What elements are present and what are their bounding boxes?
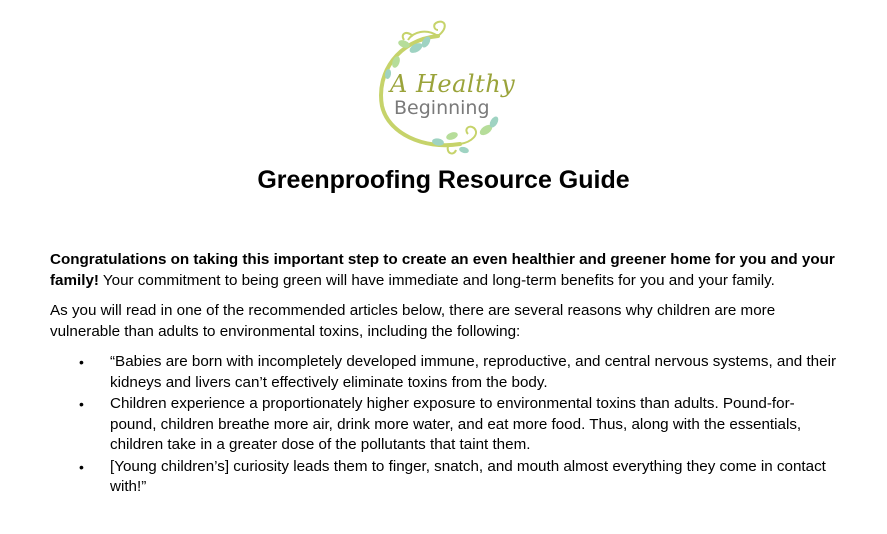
logo-text-line2: Beginning [394, 97, 490, 119]
list-item-text: “Babies are born with incompletely developed immune, reproductive, and central nervous systems, and their kidneys and livers can’t effectively eliminate toxins from the body. [110, 353, 836, 391]
reasons-list [50, 352, 840, 498]
intro-text: Your commitment to being green will have immediate and long-term benefits for you and your family. [98, 271, 775, 289]
bullet-icon: • [79, 458, 84, 475]
list-item [50, 352, 840, 393]
logo [368, 18, 518, 158]
logo-text-line1: A Healthy [390, 70, 516, 98]
list-item [50, 394, 840, 456]
reasons-paragraph: As you will read in one of the recommended articles below, there are several reasons why children are more vulnerable than adults to environmental toxins, including the following: [50, 302, 776, 340]
document-body [50, 250, 840, 499]
list-item [50, 457, 840, 498]
list-item-text: [Young children’s] curiosity leads them to finger, snatch, and mouth almost everything they come in contact with!” [110, 457, 826, 495]
list-item-text: Children experience a proportionately higher exposure to environmental toxins than adults. Pound-for-pound, children breathe more air, drink more water, and eat more food. Thus, along with the essentials, children take in a greater dose of the pollutants that taint them. [110, 395, 802, 453]
page-title: Greenproofing Resource Guide [257, 166, 630, 194]
bullet-icon: • [79, 396, 84, 412]
intro-bold-text: Congratulations on taking this important step to create an even healthier and greener home for you and your family! [50, 251, 835, 289]
bullet-icon: • [79, 354, 84, 370]
intro-paragraph [50, 250, 840, 291]
